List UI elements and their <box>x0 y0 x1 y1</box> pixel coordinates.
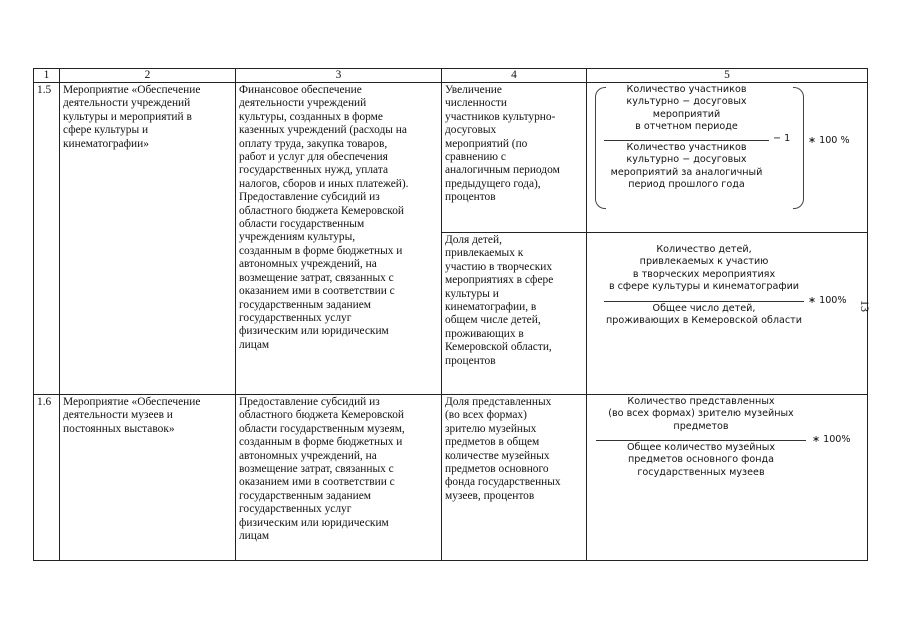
formula-growth <box>590 84 864 208</box>
formula-numerator <box>596 396 806 433</box>
formula-minus-one: − 1 <box>773 133 791 144</box>
formula-text: в отчетном периоде <box>635 121 738 133</box>
fraction-bar <box>604 301 804 302</box>
fraction-bar <box>604 140 769 141</box>
formula-text: мероприятий <box>652 108 721 120</box>
formula-multiplier: ∗ 100% <box>808 295 847 306</box>
funding-cell: Предоставление субсидий из областного бюджета Кемеровской области государственным музеям, созданным в форме бюджетных и автономных учреждений, на возмещение затрат, связанных с оказанием ими в соответствии с государственным заданием государственных услуг физическим или юридическим лицам <box>236 395 442 561</box>
formula-text: Количество участников <box>626 84 747 95</box>
header-cell: 3 <box>236 69 442 83</box>
formula-text: Количество участников <box>626 142 747 153</box>
formula-denominator <box>596 442 806 479</box>
formula-cell <box>587 233 868 395</box>
indicator-cell: Увеличение численности участников культурно- досуговых мероприятий (по сравнению с аналогичным периодом предыдущего года), процентов <box>442 83 587 233</box>
formula-text: в сфере культуры и кинематографии <box>608 281 800 293</box>
formula-text: Количество представленных <box>627 396 775 407</box>
formula-cell <box>587 83 868 233</box>
formula-text: государственных музеев <box>637 466 765 478</box>
header-cell: 4 <box>442 69 587 83</box>
formula-text: проживающих в Кемеровской области <box>605 315 802 327</box>
indicator-cell: Доля представленных (во всех формах) зрителю музейных предметов в общем количестве музейных предметов основного фонда государственных музеев, процентов <box>442 395 587 561</box>
formula-text: Общее количество музейных <box>626 442 776 453</box>
formula-text: культурно − досуговых <box>626 96 747 108</box>
funding-cell: Финансовое обеспечение деятельности учреждений культуры, созданных в форме казенных учреждений (расходы на оплату труда, закупка товаров, работ и услуг для обеспечения государственных нужд, уплата налогов, сборов и иных платежей). Предоставление субсидий из областного бюджета Кемеровской области государственным учреждениям культуры, созданным в форме бюджетных и автономных учреждений, на возмещение затрат, связанных с оказанием ими в соответствии с государственным заданием государственных услуг физическим или юридическим лицам <box>236 83 442 395</box>
formula-text: (во всех формах) зрителю музейных <box>608 408 794 420</box>
table-row <box>34 83 868 233</box>
right-parenthesis <box>793 87 804 209</box>
header-cell: 1 <box>34 69 60 83</box>
formula-cell <box>587 395 868 561</box>
formula-text: культурно − досуговых <box>626 154 747 166</box>
formula-numerator <box>604 84 769 134</box>
formula-denominator <box>604 303 804 328</box>
formula-multiplier: ∗ 100 % <box>808 135 850 146</box>
row-number: 1.5 <box>34 83 60 395</box>
row-number: 1.6 <box>34 395 60 561</box>
formula-text: Количество детей, <box>656 244 752 255</box>
formula-text: Общее число детей, <box>652 303 756 314</box>
activity-cell: Мероприятие «Обеспечение деятельности музеев и постоянных выставок» <box>60 395 236 561</box>
formula-text: период прошлого года <box>628 179 745 191</box>
formula-text: в творческих мероприятиях <box>632 268 776 280</box>
formula-text: мероприятий за аналогичный <box>610 166 763 178</box>
header-cell: 2 <box>60 69 236 83</box>
header-cell: 5 <box>587 69 868 83</box>
formula-text: привлекаемых к участию <box>639 256 769 268</box>
formula-numerator <box>604 244 804 294</box>
formula-denominator <box>604 142 769 192</box>
header-row <box>34 69 868 83</box>
formula-text: предметов <box>673 420 729 432</box>
table-row <box>34 395 868 561</box>
fraction-bar <box>596 440 806 441</box>
formula-children-share <box>590 244 864 354</box>
formula-multiplier: ∗ 100% <box>812 434 851 445</box>
formula-museum-share <box>590 396 864 496</box>
page-number: 13 <box>858 300 872 312</box>
activity-cell: Мероприятие «Обеспечение деятельности учреждений культуры и мероприятий в сфере культуры и кинематографии» <box>60 83 236 395</box>
program-table <box>33 68 868 561</box>
formula-text: предметов основного фонда <box>627 454 775 466</box>
indicator-cell: Доля детей, привлекаемых к участию в творческих мероприятиях в сфере культуры и кинематографии, в общем числе детей, проживающих в Кемеровской области, процентов <box>442 233 587 395</box>
